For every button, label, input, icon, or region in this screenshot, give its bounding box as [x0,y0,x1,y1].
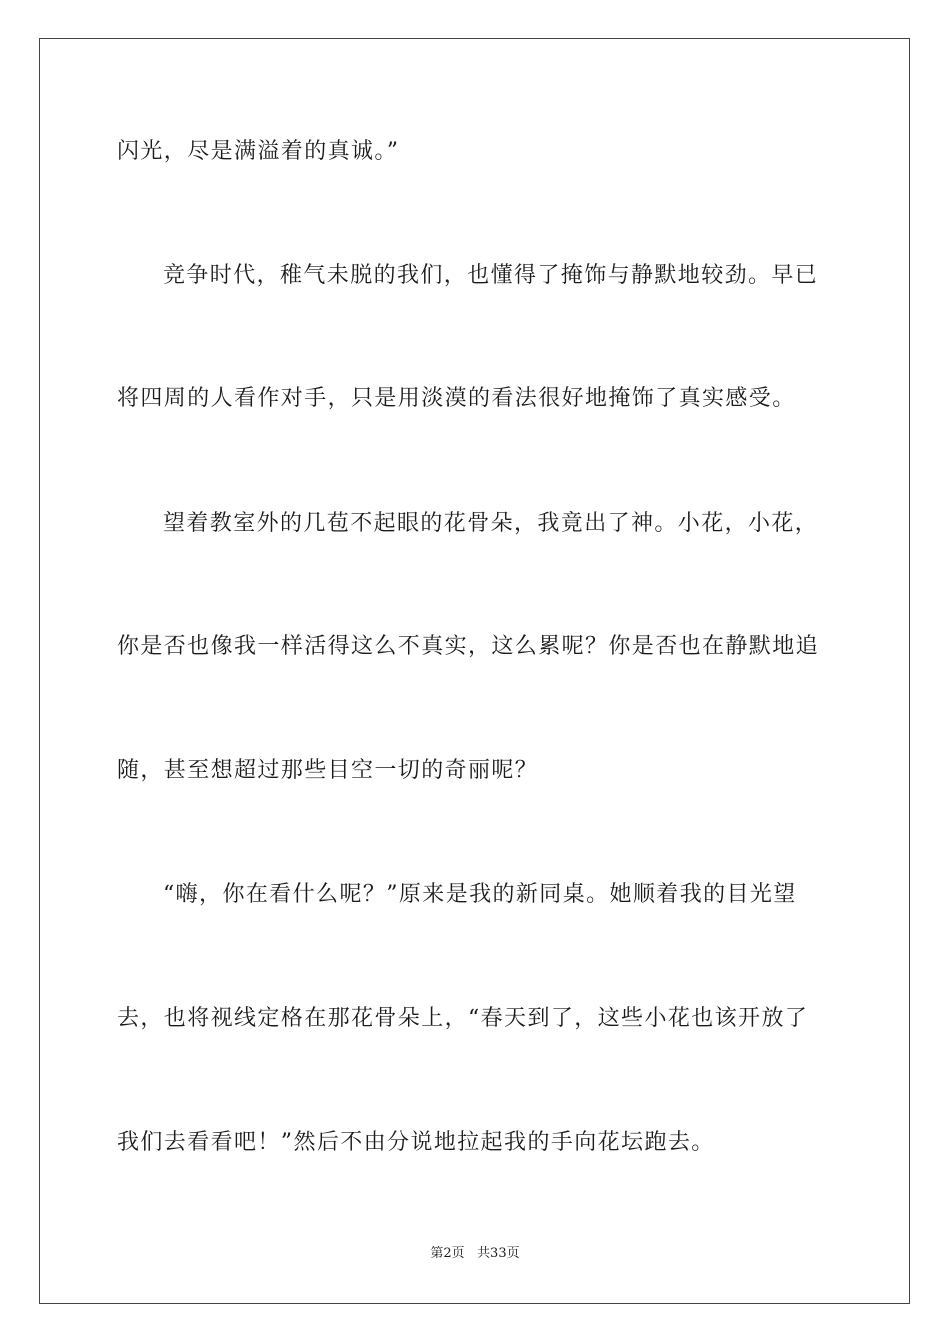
text-line-7: “嗨，你在看什么呢？”原来是我的新同桌。她顺着我的目光望 [163,882,797,907]
text-line-4: 望着教室外的几苞不起眼的花骨朵，我竟出了神。小花，小花， [163,511,819,536]
page-number-footer: 第2页 共33页 [430,1246,520,1261]
text-line-3: 将四周的人看作对手，只是用淡漠的看法很好地掩饰了真实感受。 [117,386,796,411]
text-line-2: 竞争时代，稚气未脱的我们，也懂得了掩饰与静默地较劲。早已 [163,263,819,288]
text-line-5: 你是否也像我一样活得这么不真实，这么累呢？你是否也在静默地追 [117,634,820,659]
page-border [39,38,910,1304]
text-line-8: 去，也将视线定格在那花骨朵上，“春天到了，这些小花也该开放了 [117,1006,809,1031]
text-line-1: 闪光，尽是满溢着的真诚。” [117,139,400,164]
text-line-6: 随，甚至想超过那些目空一切的奇丽呢？ [117,758,539,783]
text-line-9: 我们去看看吧！”然后不由分说地拉起我的手向花坛跑去。 [117,1130,715,1155]
